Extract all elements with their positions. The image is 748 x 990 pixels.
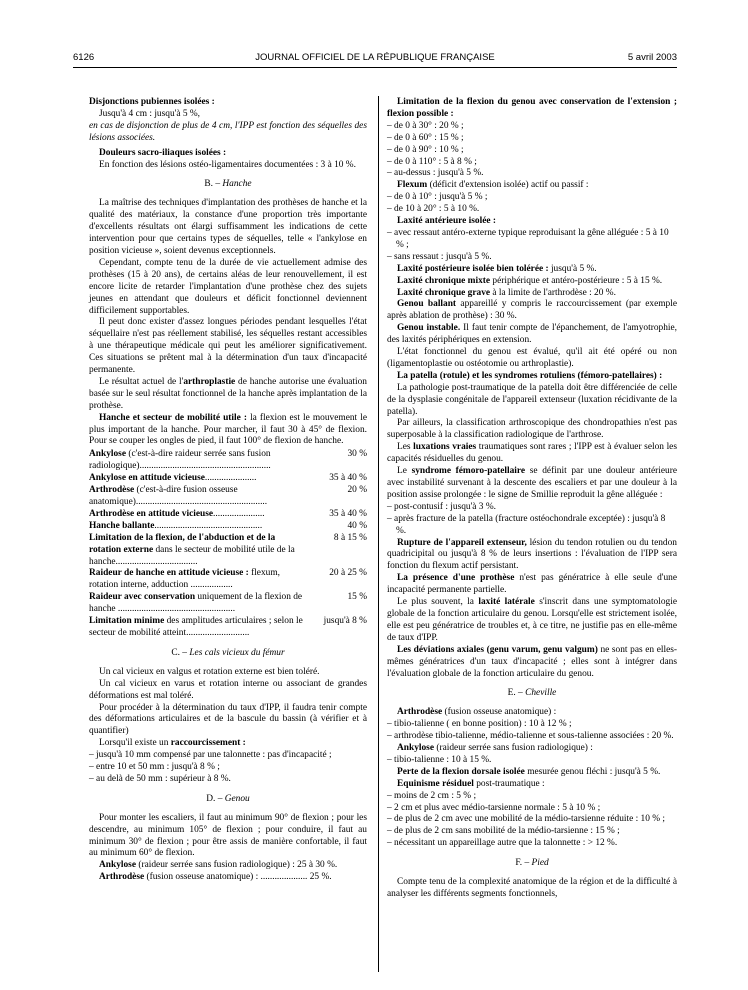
genou-paragraph-1: Pour monter les escaliers, il faut au minimum 90° de flexion ; pour les descendre, au minimum 105° de flexion ; pour conduire, il faut au minimum 30° de flexion ; pour être assis de manière confortable, il faut au minimum 60° de flexion. — [89, 812, 367, 859]
syndrome-paragraph: Le syndrome fémoro-patellaire se définit par une douleur antérieure avec instabilité survenant à la descente des escaliers et par une douleur à la position assise prolongée : le signe de Smillie reproduit la gêne alléguée : — [387, 466, 677, 500]
flexum-line: Flexum (déficit d'extension isolée) actif ou passif : — [397, 180, 589, 191]
list-item: – de plus de 2 cm avec une mobilité de la médio-tarsienne réduite : 10 % ; — [387, 814, 666, 825]
laxite-mixte-line: Laxité chronique mixte périphérique et antéro-postérieure : 5 à 15 %. — [397, 275, 663, 286]
table-row: Raideur avec conservation uniquement de la flexion de hanche .................................................. 15 % — [89, 592, 367, 615]
list-item: – de 0 à 60° : 15 % ; — [387, 132, 464, 143]
list-item: – nécessitant un appareillage autre que la talonnette : > 12 %. — [387, 838, 618, 849]
list-item: – au delà de 50 mm : supérieur à 8 %. — [89, 773, 231, 784]
issue-date: 5 avril 2003 — [627, 52, 677, 63]
douleurs-title: Douleurs sacro-iliaques isolées : — [99, 147, 227, 158]
douleurs-text: En fonction des lésions ostéo-ligamentaires documentées : 3 à 10 %. — [99, 159, 356, 170]
list-item: – jusqu'à 10 mm compensé par une talonnette : pas d'incapacité ; — [89, 750, 332, 761]
list-item: – après fracture de la patella (fracture ostéochondrale exceptée) : jusqu'à 8 %. — [387, 513, 666, 536]
list-item: – entre 10 et 50 mm : jusqu'à 8 % ; — [89, 762, 220, 773]
table-row: Hanche ballante.............................................. 40 % — [89, 520, 367, 531]
laxite-posterieure-line: Laxité postérieure isolée bien tolérée : jusqu'à 5 %. — [397, 263, 597, 274]
patella-paragraph-2: Par ailleurs, la classification arthroscopique des chondropathies n'est pas superposable à la classification radiologique de l'arthrose. — [387, 418, 677, 441]
page-header — [73, 52, 677, 66]
femur-paragraph-4: Lorsqu'il existe un raccourcissement : — [99, 738, 246, 749]
limitation-title: Limitation de la flexion du genou avec conservation de l'extension ; flexion possible : — [387, 97, 677, 119]
femur-paragraph-2: Un cal vicieux en varus et rotation interne ou associant de grandes déformations est mal toléré. — [89, 678, 367, 701]
right-column — [387, 97, 677, 901]
section-heading-cheville: E. – Cheville — [507, 688, 557, 699]
arthrodese-line: Arthrodèse (fusion osseuse anatomique) : — [397, 707, 557, 718]
list-item: – 2 cm et plus avec médio-tarsienne normale : 5 à 10 % ; — [387, 802, 601, 813]
column-divider — [378, 96, 379, 972]
disjonctions-line: Jusqu'à 4 cm : jusqu'à 5 %, — [99, 108, 201, 119]
section-heading-pied: F. – Pied — [515, 858, 549, 869]
hanche-paragraph-2: Cependant, compte tenu de la durée de vie actuellement admise des prothèses (15 à 20 ans), de certains aléas de leur renouvellement, il est encore licite de retarder l'implantation d'une prothèse chez des sujets jeunes en attendant que douleurs et déficit fonctionnel deviennent difficilement supportables. — [89, 257, 367, 316]
deviations-paragraph: Les déviations axiales (genu varum, genu valgum) ne sont pas en elles-mêmes génératrices d'un taux d'incapacité ; elles sont à intégrer dans l'évaluation globale de la fonction articulaire du genou. — [387, 644, 677, 679]
section-heading-genou: D. – Genou — [206, 793, 250, 804]
list-item: – au-dessus : jusqu'à 5 %. — [387, 168, 484, 179]
hanche-paragraph-5: Hanche et secteur de mobilité utile : la flexion est le mouvement le plus important de la hanche. Pour marcher, il faut 30 à 45° de flexion. Pour se couper les ongles de pied, il faut 100° de flexion de hanche. — [89, 412, 368, 447]
list-item: – arthrodèse tibio-talienne, médio-talienne et sous-talienne associées : 20 %. — [387, 731, 674, 742]
table-row: Arthrodèse (c'est-à-dire fusion osseuse anatomique)........................................................ 20 % — [89, 485, 367, 507]
femur-paragraph-1: Un cal vicieux en valgus et rotation externe est bien toléré. — [99, 666, 320, 677]
list-item: – post-contusif : jusqu'à 3 %. — [387, 501, 496, 512]
table-row: Limitation de la flexion, de l'abduction et de la rotation externe dans le secteur de mobilité utile de la hanche................................... 8 à 15 % — [89, 532, 367, 567]
header-rule — [73, 67, 677, 68]
left-column — [89, 97, 367, 884]
etat-fonctionnel-line: L'état fonctionnel du genou est évalué, qu'il ait été opéré ou non (ligamentoplastie ou ostéotomie ou arthroplastie). — [387, 347, 677, 369]
luxations-paragraph: Les luxations vraies traumatiques sont rares ; l'IPP est à évaluer selon les capacités résiduelles du genou. — [387, 442, 677, 465]
list-item: – avec ressaut antéro-externe typique reproduisant la gêne alléguée : 5 à 10 % ; — [387, 227, 669, 250]
equinisme-line: Equinisme résiduel post-traumatique : — [397, 778, 545, 789]
list-item: – moins de 2 cm : 5 % ; — [387, 790, 477, 801]
table-row: Ankylose en attitude vicieuse...................... 35 à 40 % — [89, 473, 367, 484]
disjonctions-title: Disjonctions pubiennes isolées : — [89, 97, 215, 107]
hanche-paragraph-3: Il peut donc exister d'assez longues périodes pendant lesquelles l'état séquellaire n'est pas réellement stabilisé, les séquelles restant accessibles à une thérapeutique médicale qui peut les améliorer significativement. Ces situations se prêtent mal à la détermination d'un taux d'incapacité permanente. — [89, 317, 367, 376]
genou-paragraph-3: Arthrodèse (fusion osseuse anatomique) : .................... 25 %. — [99, 872, 332, 883]
list-item: – tibio-talienne ( en bonne position) : 10 à 12 % ; — [387, 719, 572, 730]
patella-title: La patella (rotule) et les syndromes rotuliens (fémoro-patellaires) : — [397, 370, 663, 381]
laxite-grave-line: Laxité chronique grave à la limite de l'arthrodèse : 20 %. — [397, 287, 616, 298]
list-item: – de 0 à 110° : 5 à 8 % ; — [387, 156, 477, 167]
genou-ballant-line: Genou ballant appareillé y compris le raccourcissement (par exemple après ablation de prothèse) : 30 %. — [387, 299, 678, 322]
section-heading-hanche: B. – Hanche — [204, 179, 252, 190]
table-row: Ankylose (c'est-à-dire raideur serrée sans fusion radiologique)........................................................ 30 % — [89, 449, 367, 472]
table-row: Raideur de hanche en attitude vicieuse : flexum, rotation interne, adduction .................. 20 à 25 % — [89, 568, 367, 591]
pied-paragraph-1: Compte tenu de la complexité anatomique de la région et de la difficulté à analyser les différents segments fonctionnels, — [387, 877, 677, 899]
genou-instable-line: Genou instable. Il faut tenir compte de l'épanchement, de l'amyotrophie, des laxités périphériques en extension. — [387, 323, 677, 346]
section-heading-femur: C. – Les cals vicieux du fémur — [171, 647, 285, 658]
table-row: Arthrodèse en attitude vicieuse...................... 35 à 40 % — [89, 508, 367, 519]
hanche-paragraph-4: Le résultat actuel de l'arthroplastie de hanche autorise une évaluation basée sur le seul résultat fonctionnel de la hanche après implantation de la prothèse. — [89, 376, 367, 411]
presence-paragraph: La présence d'une prothèse n'est pas génératrice à elle seule d'une incapacité permanente partielle. — [387, 573, 677, 596]
disjonctions-note: en cas de disjonction de plus de 4 cm, l'IPP est fonction des séquelles des lésions associées. — [89, 120, 367, 143]
perte-flexion-line: Perte de la flexion dorsale isolée mesurée genou fléchi : jusqu'à 5 %. — [397, 766, 661, 777]
journal-title: JOURNAL OFFICIEL DE LA RÉPUBLIQUE FRANÇAISE — [255, 52, 495, 63]
table-row: Limitation minime des amplitudes articulaires ; selon le secteur de mobilité atteint........................... jusqu'à 8 % — [89, 616, 367, 638]
list-item: – de 10 à 20° : 5 à 10 %. — [387, 204, 480, 215]
rupture-paragraph: Rupture de l'appareil extenseur, lésion du tendon rotulien ou du tendon quadricipital ou jusqu'à 8 % de leurs insertions : l'évaluation de l'IPP sera fonction du flexum actif persistant. — [387, 537, 677, 572]
genou-paragraph-2: Ankylose (raideur serrée sans fusion radiologique) : 25 à 30 %. — [99, 860, 338, 871]
list-item: – tibio-talienne : 10 à 15 %. — [387, 754, 492, 765]
patella-paragraph-1: La pathologie post-traumatique de la patella doit être différenciée de celle de la dysplasie congénitale de l'appareil extenseur (luxation récidivante de la patella). — [387, 382, 677, 417]
hanche-rate-table — [89, 449, 367, 640]
list-item: – de 0 à 30° : 20 % ; — [387, 120, 464, 131]
laxite-laterale-paragraph: Le plus souvent, la laxité latérale s'inscrit dans une symptomatologie globale de la fonction articulaire du genou. Lorsqu'elle est strictement isolée, elle est peu génératrice de troubles et, à ce titre, ne justifie pas en elle-même de taux d'IPP. — [387, 597, 677, 643]
laxite-anterieure-title: Laxité antérieure isolée : — [397, 216, 497, 227]
ankylose-line: Ankylose (raideur serrée sans fusion radiologique) : — [397, 743, 593, 754]
page-number: 6126 — [73, 52, 95, 63]
list-item: – sans ressaut : jusqu'à 5 %. — [387, 251, 492, 262]
list-item: – de 0 à 90° : 10 % ; — [387, 144, 464, 155]
hanche-paragraph-1: La maîtrise des techniques d'implantation des prothèses de hanche et la qualité des matériaux, la constance d'une proportion très importante d'excellents résultats ont élargi suffisamment les indications de cette intervention pour que certains types de séquelles, telle « l'ankylose en position vicieuse », soient devenus exceptionnels. — [89, 198, 367, 256]
list-item: – de plus de 2 cm sans mobilité de la médio-tarsienne : 15 % ; — [387, 826, 620, 837]
femur-paragraph-3: Pour procéder à la détermination du taux d'IPP, il faudra tenir compte des déformations articulaires et de la bascule du bassin (à vérifier et à quantifier) — [89, 702, 367, 737]
list-item: – de 0 à 10° : jusqu'à 5 % ; — [387, 192, 488, 203]
